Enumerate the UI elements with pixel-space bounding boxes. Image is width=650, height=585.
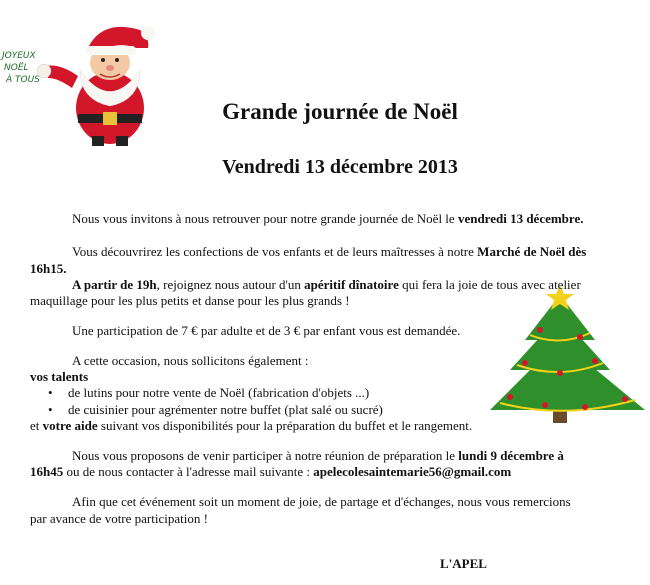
paragraph-remerciement-line2: [30, 510, 208, 527]
aperitif-text-3: maquillage pour les plus petits et danse pour les plus grands !: [30, 293, 350, 308]
marche-text: Vous découvrirez les confections de vos enfants et de leurs maîtresses à notre: [72, 244, 478, 259]
aide-text: suivant vos disponibilités pour la préparation du buffet et le rangement.: [97, 418, 473, 433]
aperitif-time: A partir de 19h: [72, 277, 157, 292]
contact-email-link[interactable]: apelecolesaintemarie56@gmail.com: [313, 464, 512, 479]
reunion-date: lundi 9 décembre à: [458, 448, 564, 463]
christmas-tree-illustration: [485, 285, 650, 430]
remerciement-line-1: Afin que cet événement soit un moment de joie, de partage et d'échanges, nous vous remercions: [72, 494, 571, 509]
paragraph-marche-line2: [30, 260, 66, 277]
list-item-text: de cuisinier pour agrémenter notre buffet (plat salé ou sucré): [68, 402, 383, 417]
aperitif-bold: apéritif dînatoire: [304, 277, 399, 292]
event-date: Vendredi 13 décembre 2013: [222, 156, 458, 178]
santa-illustration: [0, 8, 160, 148]
bullet-icon: •: [48, 385, 53, 400]
aperitif-text-2: qui fera la joie de tous avec atelier: [398, 277, 581, 292]
badge-line-1: JOYEUX: [2, 51, 36, 61]
sollicitation-intro: A cette occasion, nous sollicitons également :: [72, 353, 309, 368]
paragraph-participation: [72, 322, 460, 339]
paragraph-remerciement: [72, 493, 571, 510]
paragraph-aperitif: [72, 276, 581, 293]
paragraph-marche: [72, 243, 586, 260]
talents-heading: [30, 368, 88, 385]
signature: L'APEL: [440, 556, 487, 571]
paragraph-reunion: [72, 447, 564, 464]
marche-bold: Marché de Noël dès: [477, 244, 587, 259]
talents-label: vos talents: [30, 369, 89, 384]
badge-line-2: NOËL: [4, 63, 29, 73]
reunion-contact-text: ou de nous contacter à l'adresse mail suivante :: [63, 464, 314, 479]
list-item: [48, 384, 369, 401]
reunion-text: Nous vous proposons de venir participer à notre réunion de préparation le: [72, 448, 459, 463]
aide-et: et: [30, 418, 43, 433]
list-item: [48, 401, 383, 418]
invitation-text: Nous vous invitons à nous retrouver pour notre grande journée de Noël le: [72, 211, 458, 226]
joyeux-noel-badge: [0, 51, 40, 85]
list-item-text: de lutins pour notre vente de Noël (fabrication d'objets ...): [68, 385, 370, 400]
paragraph-sollicitation: [72, 352, 308, 369]
paragraph-aperitif-line2: [30, 292, 350, 309]
marche-time: 16h15.: [30, 261, 67, 276]
badge-line-3: À TOUS: [6, 75, 40, 85]
aperitif-text-1: , rejoignez nous autour d'un: [156, 277, 305, 292]
paragraph-reunion-line2: [30, 463, 511, 480]
paragraph-invitation: [72, 210, 583, 227]
participation-text: Une participation de 7 € par adulte et de 3 € par enfant vous est demandée.: [72, 323, 461, 338]
reunion-time: 16h45: [30, 464, 64, 479]
invitation-date: vendredi 13 décembre.: [457, 211, 584, 226]
remerciement-line-2: par avance de votre participation !: [30, 511, 208, 526]
page-title: Grande journée de Noël: [222, 99, 458, 124]
bullet-icon: •: [48, 402, 53, 417]
paragraph-aide: [30, 417, 472, 434]
aide-label: votre aide: [42, 418, 98, 433]
